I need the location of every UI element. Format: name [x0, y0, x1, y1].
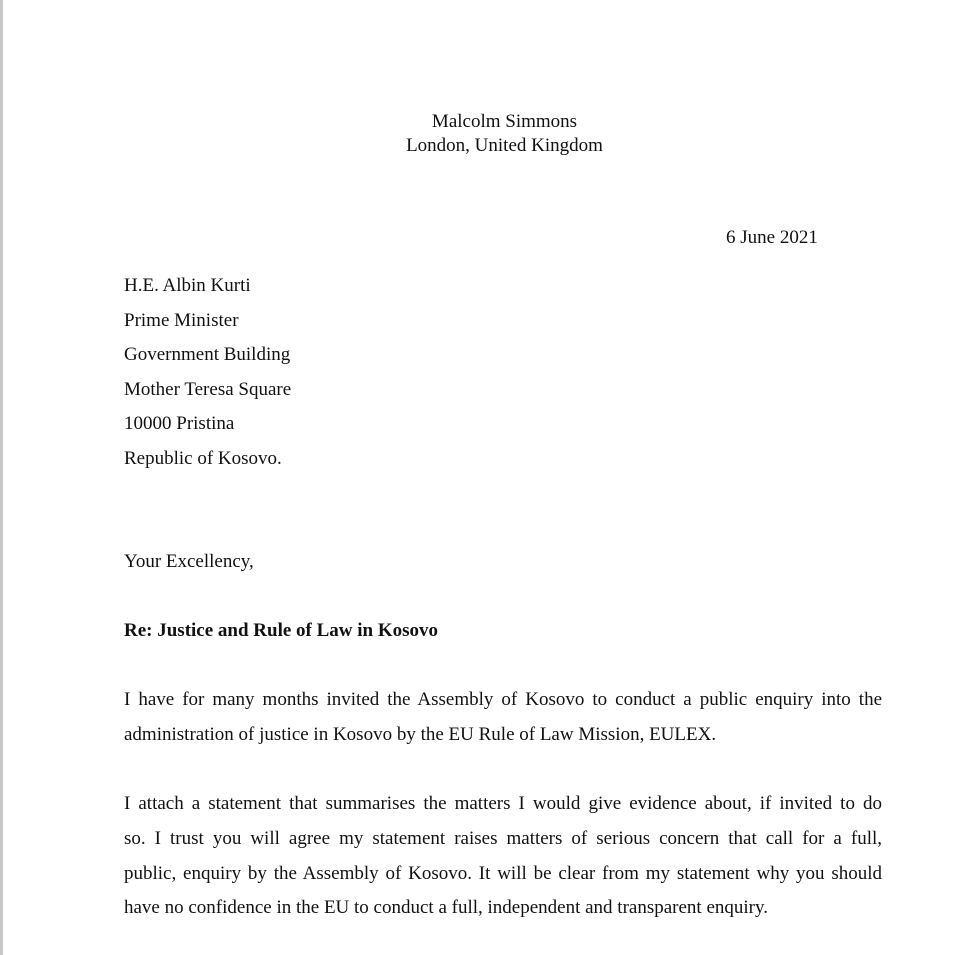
recipient-line: Mother Teresa Square: [124, 378, 292, 400]
sender-name: Malcolm Simmons: [431, 111, 578, 132]
salutation: Your Excellency,: [124, 551, 254, 572]
subject-line: Re: Justice and Rule of Law in Kosovo: [124, 620, 439, 641]
paragraph-line: so. I trust you will agree my statement raises matters of serious concern that call for a full,: [124, 827, 882, 849]
recipient-address: [124, 274, 291, 482]
paragraph-line: I have for many months invited the Assembly of Kosovo to conduct a public enquiry into the: [124, 689, 882, 710]
letter-date: 6 June 2021: [726, 227, 818, 248]
recipient-line: H.E. Albin Kurti: [124, 275, 251, 296]
body-paragraph-2: [124, 792, 882, 931]
paragraph-line: I attach a statement that summarises the matters I would give evidence about, if invited to do: [124, 793, 882, 814]
recipient-line: Prime Minister: [124, 309, 239, 331]
paragraph-line: have no confidence in the EU to conduct a full, independent and transparent enquiry.: [124, 897, 769, 919]
recipient-line: Government Building: [124, 344, 291, 366]
paragraph-line: public, enquiry by the Assembly of Kosovo. It will be clear from my statement why you should: [124, 862, 882, 884]
letter-page: [3, 0, 980, 955]
sender-block: [3, 110, 980, 158]
sender-location: London, United Kingdom: [406, 135, 603, 156]
recipient-line: 10000 Pristina: [124, 413, 235, 435]
paragraph-line: administration of justice in Kosovo by the EU Rule of Law Mission, EULEX.: [124, 723, 717, 745]
recipient-line: Republic of Kosovo.: [124, 447, 282, 469]
body-paragraph-1: [124, 688, 882, 758]
